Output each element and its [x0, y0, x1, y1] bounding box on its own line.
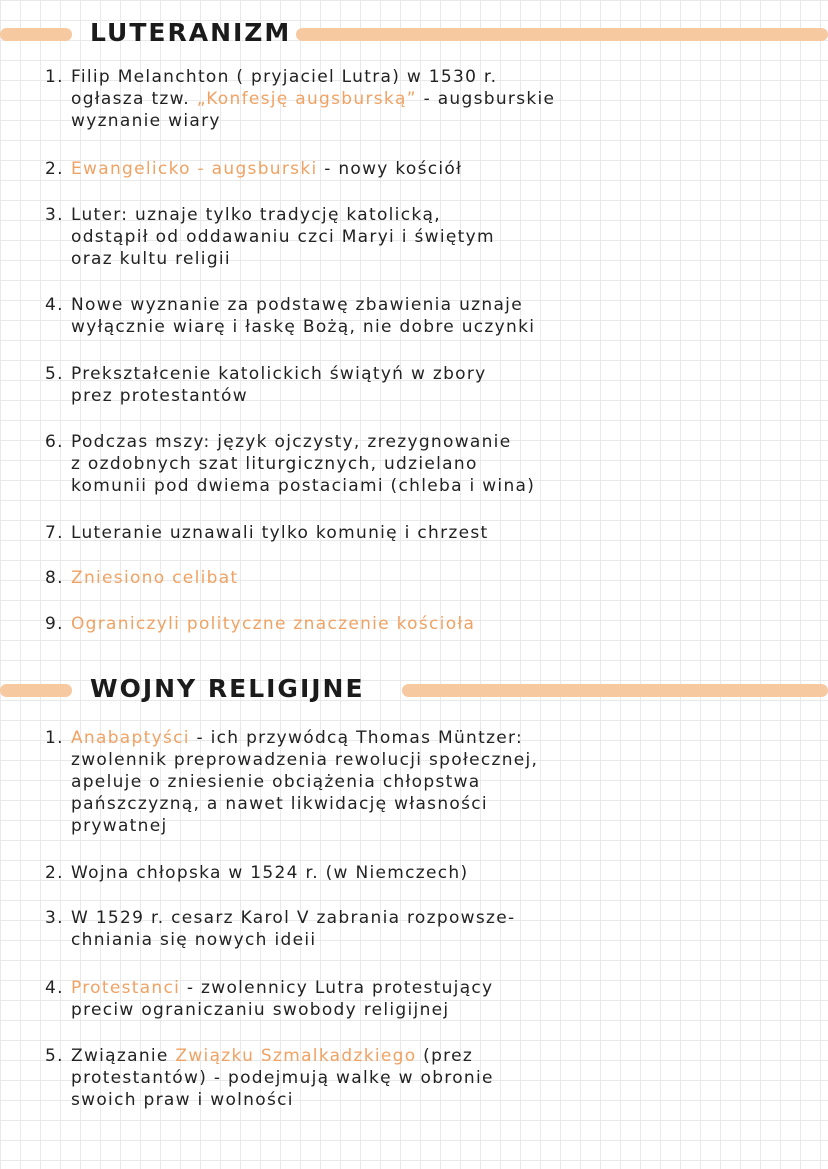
list-item: 5. Prekształcenie katolickich świątyń w zbory prez protestantów [45, 364, 487, 406]
highlight-text: Anabaptyści [71, 728, 190, 748]
highlight-text: Ewangelicko - augsburski [71, 159, 318, 179]
highlight-text: Ograniczyli polityczne znaczenie kościoła [71, 614, 476, 634]
list-item: 4. Protestanci - zwolennicy Lutra protestujący preciw ograniczaniu swobody religijnej [45, 978, 494, 1020]
list-item: 3. W 1529 r. cesarz Karol V zabrania rozpowsze- chniania się nowych ideii [45, 908, 516, 950]
heading-bar-left [0, 684, 72, 697]
heading-bar-left [0, 28, 72, 41]
highlight-text: Związku Szmalkadzkiego [175, 1046, 417, 1066]
list-item: 2. Ewangelicko - augsburski - nowy kościół [45, 159, 463, 179]
heading-bar-right [296, 28, 828, 41]
highlight-text: Zniesiono celibat [71, 568, 239, 588]
list-item: 1. Filip Melanchton ( pryjaciel Lutra) w 1530 r. ogłasza tzw. „Konfesję augsburską” - augsburskie wyznanie wiary [45, 67, 556, 131]
list-item: 4. Nowe wyznanie za podstawę zbawienia uznaje wyłącznie wiarę i łaskę Bożą, nie dobre uczynki [45, 295, 536, 337]
list-item: 5. Związanie Związku Szmalkadzkiego (prez protestantów) - podejmują walkę w obronie swoich praw i wolności [45, 1046, 494, 1110]
section-title: WOJNY RELIGIJNE [90, 674, 365, 703]
list-item: 8. Zniesiono celibat [45, 568, 239, 588]
list-item: 7. Luteranie uznawali tylko komunię i chrzest [45, 523, 489, 543]
list-item: 6. Podczas mszy: język ojczysty, zrezygnowanie z ozdobnych szat liturgicznych, udzielano komunii pod dwiema postaciami (chleba i wina) [45, 432, 536, 496]
highlight-text: Protestanci [71, 978, 181, 998]
section-heading-wojny-religijne [0, 672, 828, 708]
list-item: 3. Luter: uznaje tylko tradycję katolicką, odstąpił od oddawaniu czci Maryi i świętym oraz kultu religii [45, 205, 495, 269]
heading-bar-right [402, 684, 828, 697]
list-item: 2. Wojna chłopska w 1524 r. (w Niemczech) [45, 863, 469, 883]
section-title: LUTERANIZM [90, 18, 292, 47]
section-heading-luteranizm [0, 16, 828, 52]
highlight-text: „Konfesję augsburską” [196, 89, 417, 109]
list-item: 1. Anabaptyści - ich przywódcą Thomas Müntzer: zwolennik preprowadzenia rewolucji społecznej, apeluje o zniesienie obciążenia chłopstwa pańszczyzną, a nawet likwidację własności prywatnej [45, 728, 539, 836]
list-item: 9. Ograniczyli polityczne znaczenie kościoła [45, 614, 476, 634]
